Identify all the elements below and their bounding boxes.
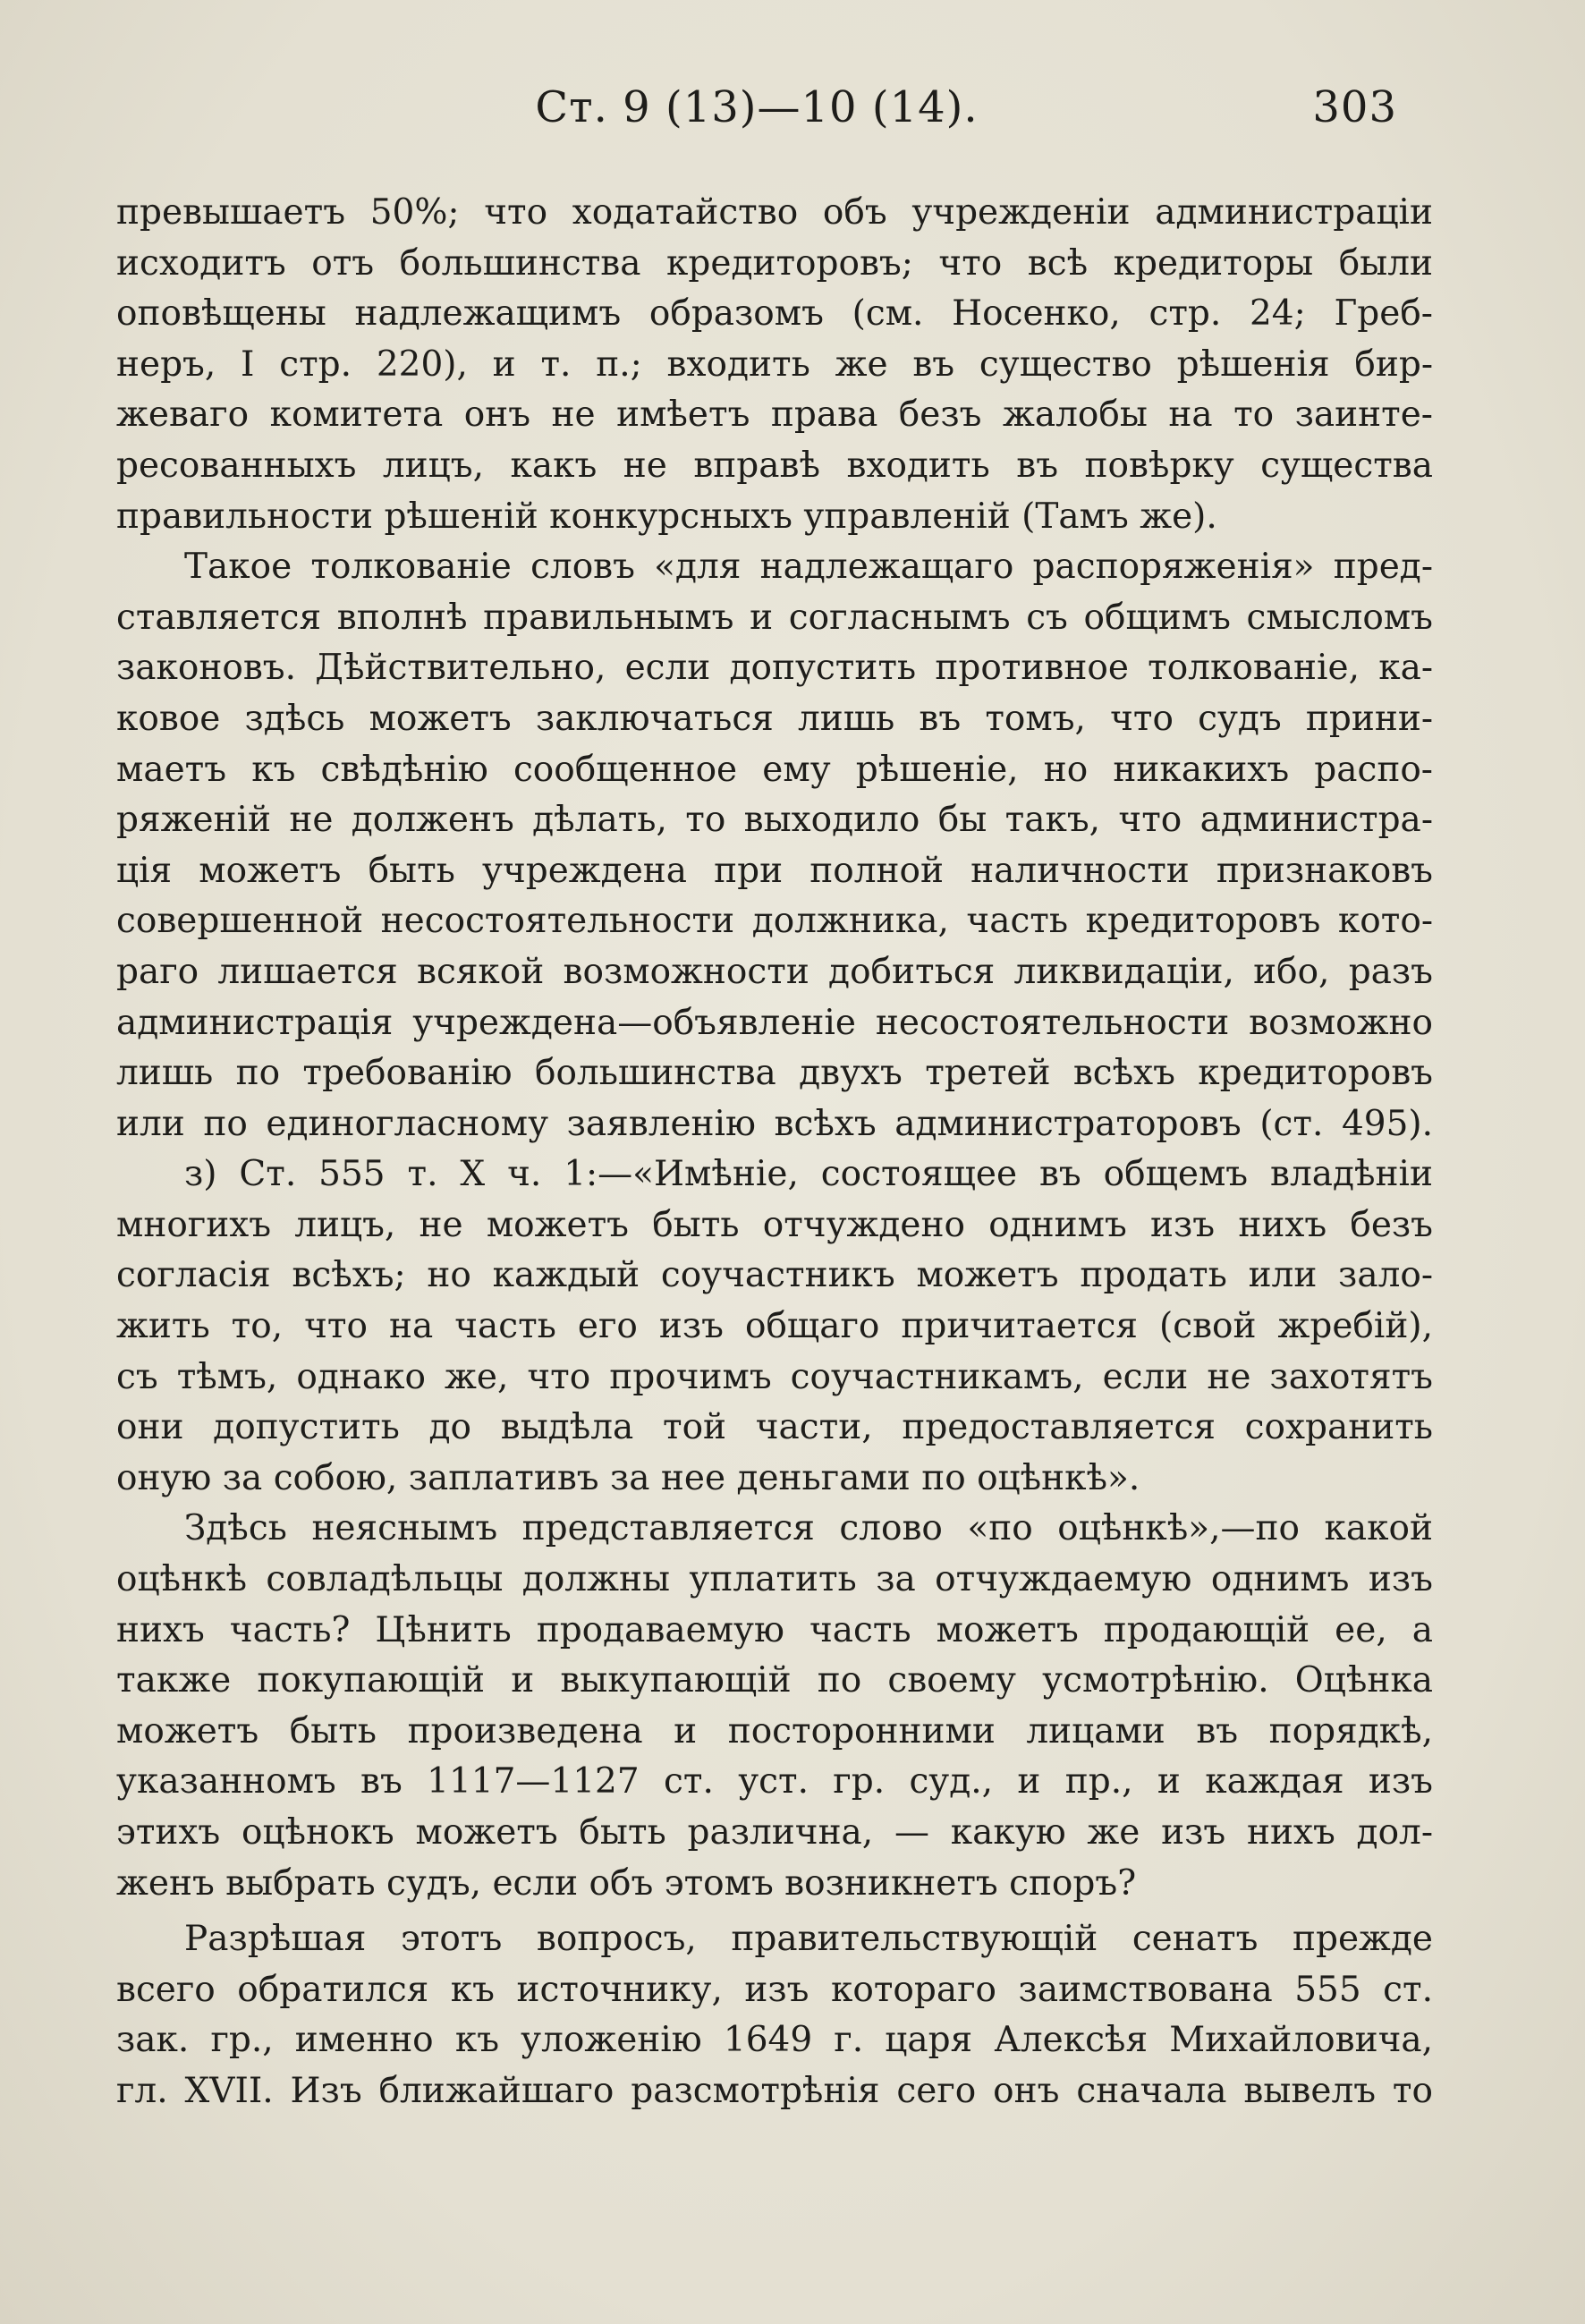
text-line: этихъ оцѣнокъ можетъ быть различна, — какую же изъ нихъ дол- [116,1812,1433,1853]
text-line: также покупающій и выкупающій по своему усмотрѣнію. Оцѣнка [116,1660,1433,1701]
text-line: или по единогласному заявленію всѣхъ администраторовъ (ст. 495). [116,1103,1433,1144]
text-line: ресованныхъ лицъ, какъ не вправѣ входить въ повѣрку существа [116,445,1433,486]
text-line: законовъ. Дѣйствительно, если допустить противное толкованіе, ка- [116,648,1433,689]
body-text [116,188,1433,2117]
text-line: маетъ къ свѣдѣнію сообщенное ему рѣшеніе, но никакихъ распо- [116,749,1433,790]
paragraph-1 [116,188,1433,542]
text-line: раго лишается всякой возможности добиться ликвидаціи, ибо, разъ [116,951,1433,992]
paragraph-4 [116,1504,1433,1909]
text-line: ція можетъ быть учреждена при полной наличности признаковъ [116,850,1433,891]
text-line: оцѣнкѣ совладѣльцы должны уплатить за отчуждаемую однимъ изъ [116,1559,1433,1600]
text-line: Здѣсь неяснымъ представляется слово «по оцѣнкѣ»,—по какой [184,1508,1433,1549]
text-line: они допустить до выдѣла той части, предоставляется сохранить [116,1407,1433,1448]
text-line: указанномъ въ 1117—1127 ст. уст. гр. суд., и пр., и каждая изъ [116,1761,1433,1802]
text-line: всего обратился къ источнику, изъ котораго заимствована 555 ст. [116,1969,1433,2010]
text-line: превышаетъ 50%; что ходатайство объ учрежденіи администраціи [116,192,1433,233]
text-line: оную за собою, заплативъ за нее деньгами по оцѣнкѣ». [116,1457,1140,1498]
text-line: согласія всѣхъ; но каждый соучастникъ можетъ продать или зало- [116,1255,1433,1296]
text-line: женъ выбрать судъ, если объ этомъ возникнетъ споръ? [116,1862,1137,1904]
page-number: 303 [1312,82,1397,132]
text-line: зак. гр., именно къ уложенію 1649 г. царя Алексѣя Михайловича, [116,2020,1433,2061]
text-line: правильности рѣшеній конкурсныхъ управленій (Тамъ же). [116,496,1217,537]
text-line: ряженій не долженъ дѣлать, то выходило бы такъ, что администра- [116,800,1433,841]
text-line: гл. XVII. Изъ ближайшаго разсмотрѣнія сего онъ сначала вывелъ то [116,2070,1433,2111]
text-line: ставляется вполнѣ правильнымъ и согласнымъ съ общимъ смысломъ [116,597,1433,638]
text-line: Разрѣшая этотъ вопросъ, правительствующій сенатъ прежде [184,1919,1433,1960]
text-line: ковое здѣсь можетъ заключаться лишь въ томъ, что судъ прини- [116,698,1433,739]
text-line: исходитъ отъ большинства кредиторовъ; что всѣ кредиторы были [116,242,1433,284]
page-header [116,82,1397,154]
text-line: съ тѣмъ, однако же, что прочимъ соучастникамъ, если не захотятъ [116,1356,1433,1397]
text-line: жеваго комитета онъ не имѣетъ права безъ жалобы на то заинте- [116,394,1433,436]
paragraph-2 [116,542,1433,1149]
text-line: можетъ быть произведена и посторонними лицами въ порядкѣ, [116,1710,1433,1751]
text-line: администрація учреждена—объявленіе несостоятельности возможно [116,1002,1433,1043]
text-line: Такое толкованіе словъ «для надлежащаго распоряженія» пред- [184,547,1433,588]
text-line: нихъ часть? Цѣнить продаваемую часть можетъ продающій ее, а [116,1609,1433,1650]
text-line: з) Ст. 555 т. X ч. 1:—«Имѣніе, состоящее въ общемъ владѣніи [184,1154,1433,1195]
text-line: жить то, что на часть его изъ общаго причитается (свой жребій), [116,1306,1433,1347]
paragraph-5 [116,1914,1433,2116]
running-head: Ст. 9 (13)—10 (14). [535,82,979,132]
text-line: лишь по требованію большинства двухъ третей всѣхъ кредиторовъ [116,1053,1433,1094]
text-line: многихъ лицъ, не можетъ быть отчуждено однимъ изъ нихъ безъ [116,1204,1433,1245]
text-line: неръ, I стр. 220), и т. п.; входить же въ существо рѣшенія бир- [116,344,1433,385]
text-line: оповѣщены надлежащимъ образомъ (см. Носенко, стр. 24; Греб- [116,293,1433,335]
paragraph-3 [116,1149,1433,1504]
text-line: совершенной несостоятельности должника, часть кредиторовъ кото- [116,901,1433,942]
